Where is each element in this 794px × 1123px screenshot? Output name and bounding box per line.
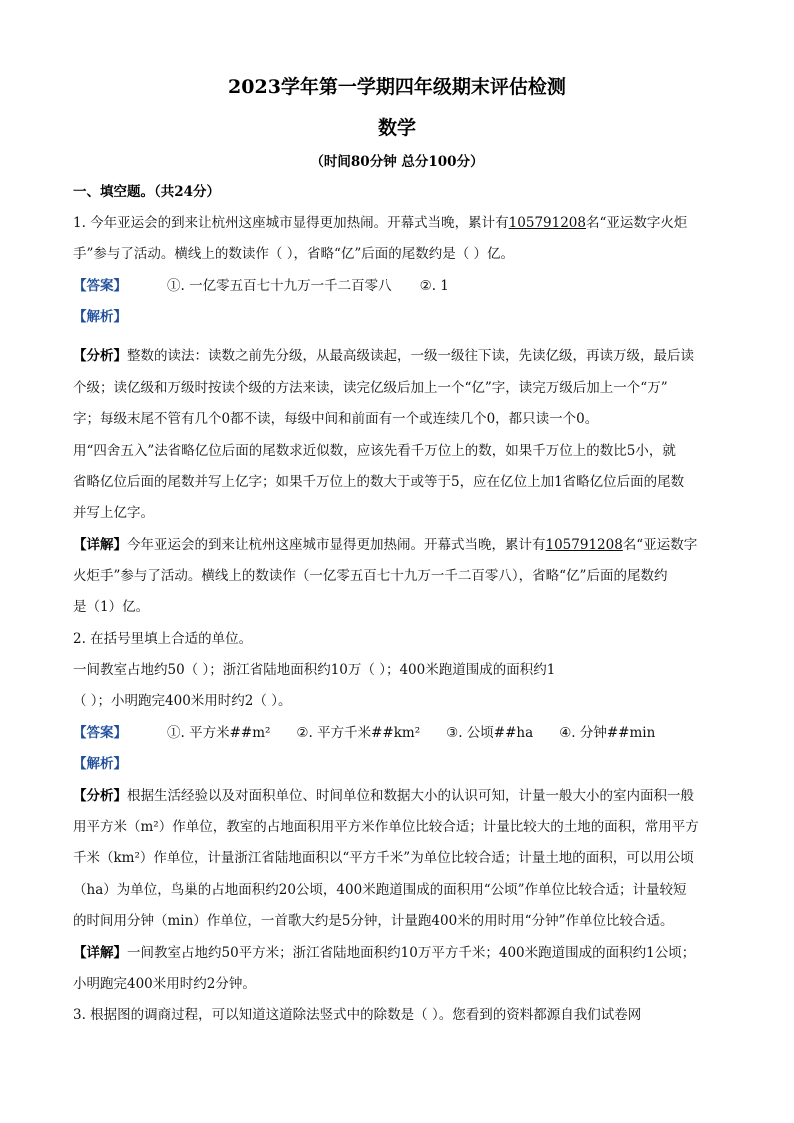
- page-title: 2023学年第一学期四年级期末评估检测: [228, 76, 566, 98]
- xiangjie-tag: 【详解】: [73, 945, 127, 961]
- q2-fenxi-2: 用平方米（m²）作单位，教室的占地面积用平方米作单位比较合适；计量比较大的土地的面积，常用平方: [73, 819, 699, 835]
- q1-fenxi-2: 个级；读亿级和万级时按读个级的方法来读，读完亿级后加上一个“亿”字，读完万级后加上一个“万”: [73, 380, 668, 396]
- fenxi-tag: 【分析】: [73, 788, 127, 804]
- answer-item: ③. 公顷##ha: [446, 725, 534, 741]
- q1-xiangjie-1: [73, 536, 733, 554]
- q2-fenxi-4: （ha）为单位，鸟巢的占地面积约20公顷，400米跑道围成的面积用“公顷”作单位比较合适；计量较短: [73, 882, 687, 898]
- answer-item: ①. 平方米##m²: [167, 725, 271, 741]
- answer-item: ②. 平方千米##km²: [296, 725, 421, 741]
- fenxi-tag: 【分析】: [73, 348, 127, 364]
- section-heading: 一、填空题。（共24分）: [73, 184, 221, 200]
- q2-line-2: 一间教室占地约50（ ）；浙江省陆地面积约10万（ ）；400米跑道围成的面积约1: [73, 662, 556, 678]
- q1-fenxi-5: 省略亿位后面的尾数并写上亿字；如果千万位上的数大于或等于5，应在亿位上加1省略亿位后面的尾数: [73, 474, 685, 490]
- answer-item: ④. 分钟##min: [559, 725, 656, 741]
- jiexi-tag: 【解析】: [73, 756, 127, 772]
- q1-fenxi-1: [73, 347, 733, 365]
- q1-line-2: 手”参与了活动。横线上的数读作（ ），省略“亿”后面的尾数约是（ ）亿。: [73, 246, 515, 262]
- q1-line-1: [73, 214, 733, 232]
- answer-item: ②. 1: [419, 278, 449, 294]
- q2-fenxi-3: 千米（km²）作单位，计量浙江省陆地面积以“平方千米”为单位比较合适；计量土地的面积，可以用公顷: [73, 850, 694, 866]
- q2-answer: [73, 724, 733, 742]
- answer-tag: 【答案】: [73, 278, 127, 294]
- fenxi-text: 根据生活经验以及对面积单位、时间单位和数据大小的认识可知，计量一般大小的室内面积一般: [127, 788, 694, 804]
- xiangjie-text: 今年亚运会的到来让杭州这座城市显得更加热闹。开幕式当晚，累计有: [127, 537, 546, 553]
- q1-fenxi-6: 并写上亿字。: [73, 505, 154, 521]
- fenxi-text: 整数的读法：读数之前先分级，从最高级读起，一级一级往下读，先读亿级，再读万级，最后读: [127, 348, 694, 364]
- q3-line-1: 3. 根据图的调商过程，可以知道这道除法竖式中的除数是（ ）。您看到的资料都源自我们试卷网: [73, 1007, 642, 1023]
- q1-number: 105791208: [508, 215, 586, 231]
- jiexi-tag: 【解析】: [73, 309, 127, 325]
- q2-line-3: （ ）；小明跑完400米用时约2（ ）。: [73, 693, 292, 709]
- q1-xiangjie-3: 是（1）亿。: [73, 599, 150, 615]
- q2-fenxi-5: 的时间用分钟（min）作单位，一首歌大约是5分钟，计量跑400米的用时用“分钟”作单位比较合适。: [73, 913, 674, 929]
- q1-fenxi-4: 用“四舍五入”法省略亿位后面的尾数求近似数，应该先看千万位上的数，如果千万位上的数比5小，就: [73, 443, 676, 459]
- q2-xiangjie-1: [73, 944, 733, 962]
- exam-meta: （时间80分钟 总分100分）: [310, 154, 484, 170]
- q2-xiangjie-2: 小明跑完400米用时约2分钟。: [73, 976, 256, 992]
- q2-fenxi-1: [73, 787, 733, 805]
- q1-xiangjie-2: 火炬手”参与了活动。横线上的数读作（一亿零五百七十九万一千二百零八），省略“亿”后面的尾数约: [73, 568, 668, 584]
- subject-title: 数学: [377, 117, 416, 139]
- q2-line-1: 2. 在括号里填上合适的单位。: [73, 631, 253, 647]
- q1-answer: [73, 277, 733, 295]
- q1-number: 105791208: [545, 537, 623, 553]
- q1-text: 名“亚运数字火炬: [585, 215, 688, 231]
- answer-tag: 【答案】: [73, 725, 127, 741]
- xiangjie-text: 名“亚运数字: [622, 537, 698, 553]
- answer-item: ①. 一亿零五百七十九万一千二百零八: [167, 278, 392, 294]
- q1-text: 1. 今年亚运会的到来让杭州这座城市显得更加热闹。开幕式当晚，累计有: [73, 215, 509, 231]
- q1-fenxi-3: 字；每级末尾不管有几个0都不读，每级中间和前面有一个或连续几个0，都只读一个0。: [73, 411, 599, 427]
- xiangjie-tag: 【详解】: [73, 537, 127, 553]
- xiangjie-text: 一间教室占地约50平方米；浙江省陆地面积约10万平方千米；400米跑道围成的面积约1公顷；: [127, 945, 696, 961]
